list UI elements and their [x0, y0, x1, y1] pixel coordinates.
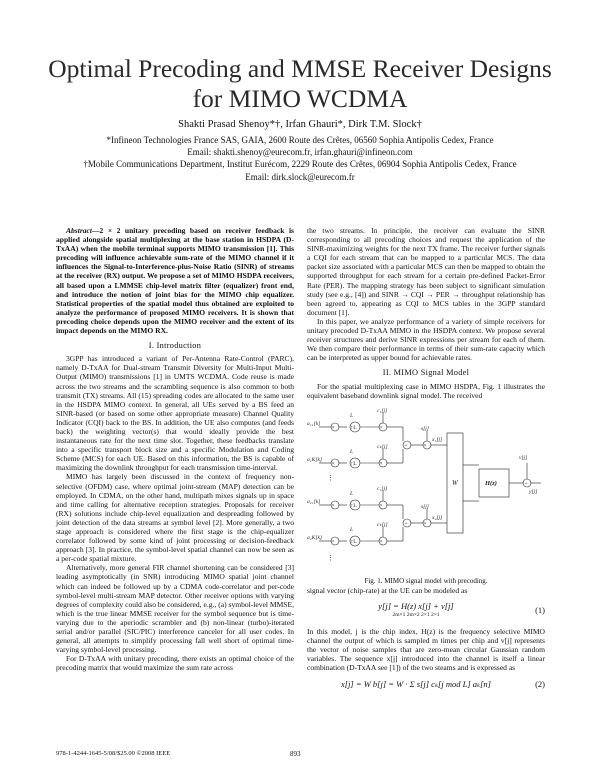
right-column: [307, 226, 545, 696]
label-a21: a₂₁[k]: [307, 498, 321, 505]
paragraph: Alternatively, more general FIR channel shortening can be considered [3] leading asymptotically (in SNR) introducing MIMO spatial joint channel which can indeed be followed up by a CDMA code-correlator and per-code symbol-level multi-stream MAP detector. Other receiver options with varying degrees of complexity could also be considered, e.g., (a) symbol-level MMSE, which is the true linear MMSE receiver for the symbol sequence but is time-varying due to the aperiodic scrambler and (b) non-linear (turbo)-iterated serial and/or parallel (SIC/PIC) interference canceler for all user codes. In general, all attempts to simplify processing fall well short of optimal time-varying symbol-level processing.: [56, 563, 294, 655]
svg-text:×: ×: [331, 502, 335, 509]
paragraph: For the spatial multiplexing case in MIMO HSDPA, Fig. 1 illustrates the equivalent baseband downlink signal model. The received: [307, 381, 545, 400]
svg-text:×: ×: [379, 538, 383, 545]
label-ckb: cₖ[j]: [377, 521, 388, 528]
svg-text:↑L: ↑L: [350, 424, 357, 431]
left-column: [56, 226, 294, 673]
paragraph: In this model, j is the chip index, H(z) is the frequency selective MIMO channel the output of which is sampled m times per chip and v[j] represents the vector of noise samples that are zero-mean circular Gaussian random variables. The sequence x[j] introduced into the channel is itself a linear combination (D-TxAA see [1]) of the two steams and is expressed as: [307, 627, 545, 673]
svg-text:+: +: [524, 480, 528, 487]
label-x2: x₂[j]: [432, 514, 443, 521]
figure-mimo-signal-model: [307, 405, 545, 575]
author-list: Shakti Prasad Shenoy*†, Irfan Ghauri*, Dirk T.M. Slock†: [178, 119, 422, 130]
label-v: v[j]: [519, 454, 528, 461]
svg-text:+: +: [404, 520, 408, 527]
label-a2k: a₂K[k]: [307, 534, 323, 541]
svg-text:↑L: ↑L: [350, 538, 357, 545]
svg-text:⋮: ⋮: [327, 473, 334, 482]
label-c1b: c₁[j]: [377, 485, 388, 492]
paragraph: signal vector (chip-rate) at the UE can be modeled as: [307, 585, 468, 595]
abstract-text: —2 × 2 unitary precoding based on receiver feedback is applied alongside spatial multiplexing at the base station in HSDPA (D-TxAA) when the mobile terminal supports MIMO transmission [1]. This precoding will influence achievable sum-rate of the MIMO channel if it influences the Signal-to-Interference-plus-Noise Ratio (SINR) of streams at the receiver (RX) output. We propose a set of MIMO HSDPA receivers, all based upon a LMMSE chip-level matrix filter (equalizer) front end, and introduce the notion of joint bias for the MIMO chip equalizer. Statistical properties of the spatial model thus obtained are exploited to analyze the performance of proposed MIMO receivers. It is shown that precoding choice depends upon the MIMO receiver and the extent of its impact depends on the MIMO RX.: [56, 226, 294, 336]
label-w: W: [452, 478, 458, 487]
svg-text:×: ×: [379, 502, 383, 509]
section-heading-introduction: I. Introduction: [148, 341, 202, 351]
label-l1: L: [350, 412, 354, 419]
equation-2-body: x[j] = W b[j] = W · Σ s[j] cₖ[j mod L] aₖ[n]: [340, 678, 491, 689]
figure-caption: Fig. 1. MIMO signal model with precoding.: [364, 576, 488, 585]
abstract-label: Abstract: [66, 226, 92, 235]
paragraph: the two streams. In principle, the receiver can evaluate the SINR corresponding to all precoding choices and request the application of the SINR-maximizing weights for the next TX frame. The receiver further signals a CQI for each stream that can be mapped to a particular MCS. The data packet size associated with a particular MCS can then be mapped to obtain the supported throughput for each stream for a certain pre-defined Packet-Error Rate (PER). The mapping strategy has been subject to significant simulation study (see e.g., [4]) and SINR → CQI → PER → throughput relationship has been agreed to, appearing as CQI to MCS tables in the 3GPP standard document [1].: [307, 226, 545, 317]
label-ck: cₖ[j]: [377, 443, 388, 450]
equation-1-body: y[j] = H(z) x[j] + v[j] 2m×1 2m×2 2×1 2×1: [307, 602, 525, 620]
paragraph: 3GPP has introduced a variant of Per-Antenna Rate-Control (PARC), namely D-TxAA for Dual-stream Transmit Diversity for Multi-Input Multi-Output (MIMO) transmissions [1] in UMTS WCDMA. Code reuse is made across the two streams and the scrambling sequence is also common to both transmit (TX) streams. All (15) spreading codes are allocated to the same user in the HSDPA MIMO context. In general, all UEs served by a BS feed an SINR-based (or based on some other appropriate measure) Channel Quality Indicator (CQI) back to the BS. In addition, the UE also computes (and feeds back) the weighting vector(s) that would ideally provide the best instantaneous rate for the next time slot. Together, these feedbacks translate into a specific transport block size and a specific Modulation and Coding Scheme (MCS) for each UE. Based on this information, the BS is capable of maximizing the downlink throughput for each transmission time-interval.: [56, 354, 294, 473]
affiliation-1: *Infineon Technologies France SAS, GAIA, 2600 Route des Crêtes, 06560 Sophia Antipolis Cedex, France: [106, 135, 494, 145]
svg-text:×: ×: [331, 538, 335, 545]
svg-text:×: ×: [379, 424, 383, 431]
label-l3: L: [350, 490, 354, 497]
section-heading-signal-model: II. MIMO Signal Model: [382, 368, 470, 378]
affiliations: [40, 134, 560, 183]
svg-text:×: ×: [423, 442, 427, 449]
label-y: y[j]: [529, 488, 538, 495]
equation-1: [307, 602, 545, 620]
label-s1: s[j]: [421, 425, 429, 432]
block-diagram: [307, 405, 545, 575]
svg-text:×: ×: [331, 424, 335, 431]
label-c1: c₁[j]: [377, 407, 388, 414]
svg-text:⋮: ⋮: [327, 553, 334, 562]
label-l2: L: [350, 448, 354, 455]
page-number: 893: [290, 750, 301, 758]
label-l4: L: [350, 526, 354, 533]
equation-1-number: (1): [535, 605, 545, 616]
paragraph: In this paper, we analyze performance of a variety of simple receivers for unitary precoded D-TxAA MIMO in the HSDPA context. We propose several receiver structures and derive SINR expressions per stream for each of them. We then compare their performance in terms of their sum-rate capacity which can be interpreted as upper bound for achievable rates.: [307, 316, 545, 363]
label-s2: s[j]: [421, 503, 429, 510]
label-a1k: a₁K[k]: [307, 456, 323, 463]
equation-1-dimensions: 2m×1 2m×2 2×1 2×1: [392, 611, 440, 618]
svg-text:+: +: [404, 442, 408, 449]
affiliation-2: †Mobile Communications Department, Institut Eurécom, 2229 Route des Crêtes, 06904 Sophia Antipolis Cedex, France: [83, 159, 517, 170]
abstract: [56, 226, 294, 335]
svg-text:×: ×: [379, 460, 383, 467]
email-1: Email: shakti.shenoy@eurecom.fr, irfan.ghauri@infineon.com: [187, 147, 413, 158]
paragraph: For D-TxAA with unitary precoding, there exists an optimal choice of the precoding matrix that would maximize the sum rate across: [56, 654, 294, 673]
label-x1: x₁[j]: [432, 436, 443, 443]
equation-2-number: (2): [535, 678, 545, 689]
label-a11: a₁₁[k]: [307, 420, 321, 427]
email-2: Email: dirk.slock@eurecom.fr: [245, 171, 355, 182]
paragraph: MIMO has largely been discussed in the context of frequency non-selective (OFDM) case, where optimal joint-stream (MAP) detection can be employed. In CDMA, on the other hand, multipath mixes signals up in space and time calling for alternative reception strategies. Proposals for receiver (RX) solutions include chip-level equalization and despreading followed by joint detection of the data streams at symbol level [2]. More generally, a two stage approach is considered where the first stage is the chip-equalizer correlator followed by some kind of joint processing or decision-feedback approach [3]. In practice, the symbol-level spatial channel can now be seen as a per-code spatial mixture.: [56, 472, 294, 564]
svg-text:↑L: ↑L: [350, 460, 357, 467]
svg-text:↑L: ↑L: [350, 502, 357, 509]
svg-text:×: ×: [331, 460, 335, 467]
label-h: H(z): [485, 479, 497, 487]
svg-text:×: ×: [423, 520, 427, 527]
equation-2: [307, 680, 545, 689]
paper-title: Optimal Precoding and MMSE Receiver Designs for MIMO WCDMA: [48, 54, 552, 113]
footer-isbn: 978-1-4244-1645-5/08/$25.00 ©2008 IEEE: [56, 750, 171, 757]
